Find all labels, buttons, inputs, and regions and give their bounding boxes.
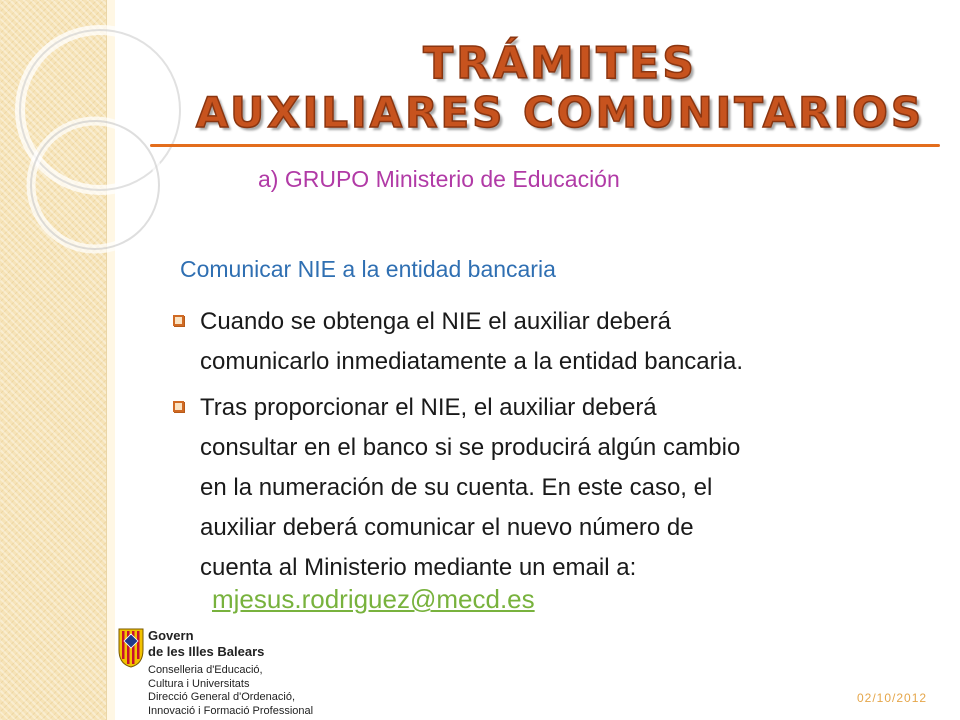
logo-name-line: de les Illes Balears: [148, 644, 265, 659]
bullet-line: Cuando se obtenga el NIE el auxiliar deberá: [200, 308, 671, 335]
bullet-line: comunicarlo inmediatamente a la entidad bancaria.: [200, 348, 743, 375]
square-bullet-icon: [173, 401, 184, 412]
bullet-item: [172, 302, 932, 382]
coat-of-arms-icon: [118, 628, 144, 668]
logo-name: [148, 628, 264, 660]
bullet-line: en la numeración de su cuenta. En este caso, el: [200, 474, 713, 501]
square-bullet-icon: [173, 315, 184, 326]
logo-department: [148, 664, 313, 718]
subtitle: a) GRUPO Ministerio de Educación: [258, 166, 620, 192]
logo-department-line: Cultura i Universitats: [148, 677, 250, 690]
bullet-line: auxiliar deberá comunicar el nuevo número de: [200, 514, 694, 541]
bullet-line: cuenta al Ministerio mediante un email a:: [200, 554, 637, 581]
bullet-list: [172, 302, 932, 594]
logo-department-line: Innovació i Formació Professional: [148, 704, 314, 717]
title-line-1: TRÁMITES: [423, 38, 697, 89]
logo-department-line: Direcció General d'Ordenació,: [148, 691, 296, 703]
section-heading: Comunicar NIE a la entidad bancaria: [180, 256, 556, 282]
title-underline: [150, 144, 940, 147]
bullet-item: [172, 388, 932, 588]
bullet-line: consultar en el banco si se producirá algún cambio: [200, 434, 741, 461]
bullet-line: Tras proporcionar el NIE, el auxiliar deberá: [200, 394, 657, 421]
logo-name-line: Govern: [148, 628, 194, 643]
title-line-2: AUXILIARES COMUNITARIOS: [195, 88, 925, 137]
email-link[interactable]: mjesus.rodriguez@mecd.es: [212, 584, 535, 614]
slide-date: 02/10/2012: [857, 691, 928, 705]
logo-department-line: Conselleria d'Educació,: [148, 664, 263, 676]
govern-logo: [118, 628, 378, 718]
